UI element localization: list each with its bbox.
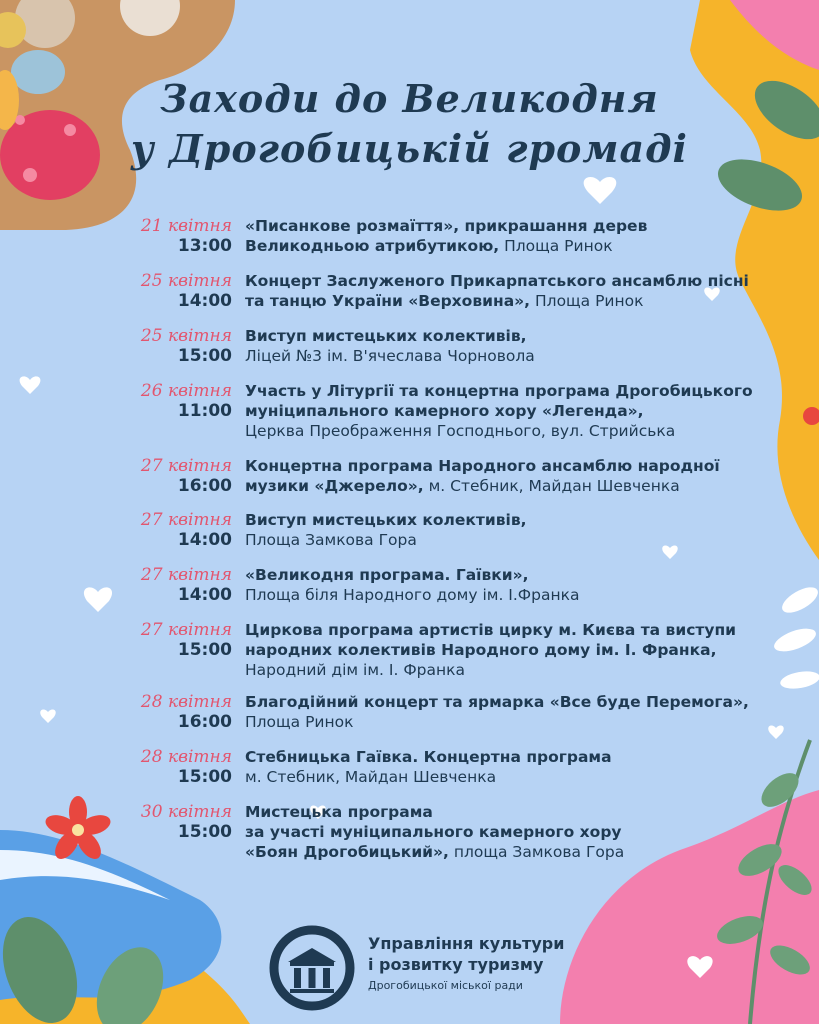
event-title-text: Циркова програма артистів цирку м. Києва та виступи [245,621,737,639]
event-location-text: м. Стебник, Майдан Шевченка [245,768,497,786]
event-title-text: Мистецька програма [245,803,433,821]
event-date: 27 квітня [140,565,232,585]
event-description-line [245,660,785,680]
event-description-line [245,802,785,822]
event-title-text: музики «Джерело», [245,477,424,495]
event-location-text: Народний дім ім. І. Франка [245,661,465,679]
event-time: 11:00 [177,401,232,421]
event-description-line [245,767,785,787]
event-date: 21 квітня [140,216,232,236]
event-description-line [245,565,785,585]
page-title-line-1: Заходи до Великодня [160,76,659,121]
event-description-line [245,216,785,236]
event-location-text: м. Стебник, Майдан Шевченка [423,477,680,495]
event-description [245,216,785,256]
event-description-line [245,381,785,401]
event-date: 27 квітня [140,510,232,530]
event-description-line [245,236,785,256]
event-time: 15:00 [177,346,232,366]
event-time: 15:00 [177,822,232,842]
event-description-line [245,346,785,366]
event-title-text: Благодійний концерт та ярмарка «Все буде Перемога», [245,693,749,711]
footer-line-3: Дрогобицької міської ради [368,979,523,992]
event-title-text: та танцю України «Верховина», [245,292,531,310]
event-title-text: Концерт Заслуженого Прикарпатського ансамблю пісні [245,272,749,290]
event-time: 16:00 [177,476,232,496]
event-date: 27 квітня [140,456,232,476]
event-time: 14:00 [177,530,232,550]
event-time: 14:00 [177,291,232,311]
event-date: 28 квітня [140,692,232,712]
event-title-text: «Великодня програма. Гаївки», [245,566,529,584]
event-description [245,271,785,311]
event-location-text: Площа Ринок [499,237,613,255]
event-title-text: за участі муніципального камерного хору [245,823,622,841]
event-time: 15:00 [177,767,232,787]
event-description [245,747,785,787]
event-date: 28 квітня [140,747,232,767]
event-description-line [245,476,785,496]
event-time: 15:00 [177,640,232,660]
event-title-text: Стебницька Гаївка. Концертна програма [245,748,612,766]
page-title-line-2: у Дрогобицькій громаді [131,126,688,171]
event-description-line [245,271,785,291]
event-description [245,802,785,862]
event-description-line [245,620,785,640]
event-description-line [245,640,785,660]
event-description-line [245,822,785,842]
event-description [245,510,785,550]
event-time: 14:00 [177,585,232,605]
event-title-text: Участь у Літургії та концертна програма Дрогобицького [245,382,753,400]
event-location-text: Площа Замкова Гора [245,531,417,549]
event-description [245,565,785,605]
event-title-text: Концертна програма Народного ансамблю народної [245,457,720,475]
event-description-line [245,401,785,421]
event-location-text: Площа Ринок [245,713,354,731]
footer-line-2: і розвитку туризму [368,955,544,974]
event-time: 13:00 [177,236,232,256]
event-description-line [245,456,785,476]
event-date: 25 квітня [140,271,232,291]
event-location-text: площа Замкова Гора [448,843,625,861]
event-location-text: Ліцей №3 ім. В'ячеслава Чорновола [245,347,535,365]
event-description-line [245,291,785,311]
event-description-line [245,712,785,732]
event-location-text: Площа біля Народного дому ім. І.Франка [245,586,580,604]
event-date: 27 квітня [140,620,232,640]
event-description [245,620,785,680]
event-title-text: «Боян Дрогобицький», [245,843,449,861]
event-title-text: народних колективів Народного дому ім. І. Франка, [245,641,717,659]
event-date: 30 квітня [140,802,232,822]
event-description-line [245,421,785,441]
event-location-text: Площа Ринок [530,292,644,310]
event-date: 26 квітня [140,381,232,401]
event-title-text: Виступ мистецьких колективів, [245,327,527,345]
event-description [245,381,785,441]
event-description [245,456,785,496]
event-title-text: «Писанкове розмаїття», прикрашання дерев [245,217,648,235]
event-description-line [245,326,785,346]
event-description-line [245,842,785,862]
event-location-text: Церква Преображення Господнього, вул. Стрийська [245,422,676,440]
event-description-line [245,585,785,605]
event-description-line [245,747,785,767]
event-description [245,326,785,366]
institution-logo [268,924,356,1012]
footer-line-1: Управління культури [368,934,565,953]
event-title-text: муніципального камерного хору «Легенда», [245,402,644,420]
event-description [245,692,785,732]
event-title-text: Виступ мистецьких колективів, [245,511,527,529]
event-title-text: Великодньою атрибутикою, [245,237,500,255]
event-description-line [245,692,785,712]
event-time: 16:00 [177,712,232,732]
event-description-line [245,530,785,550]
event-description-line [245,510,785,530]
event-date: 25 квітня [140,326,232,346]
